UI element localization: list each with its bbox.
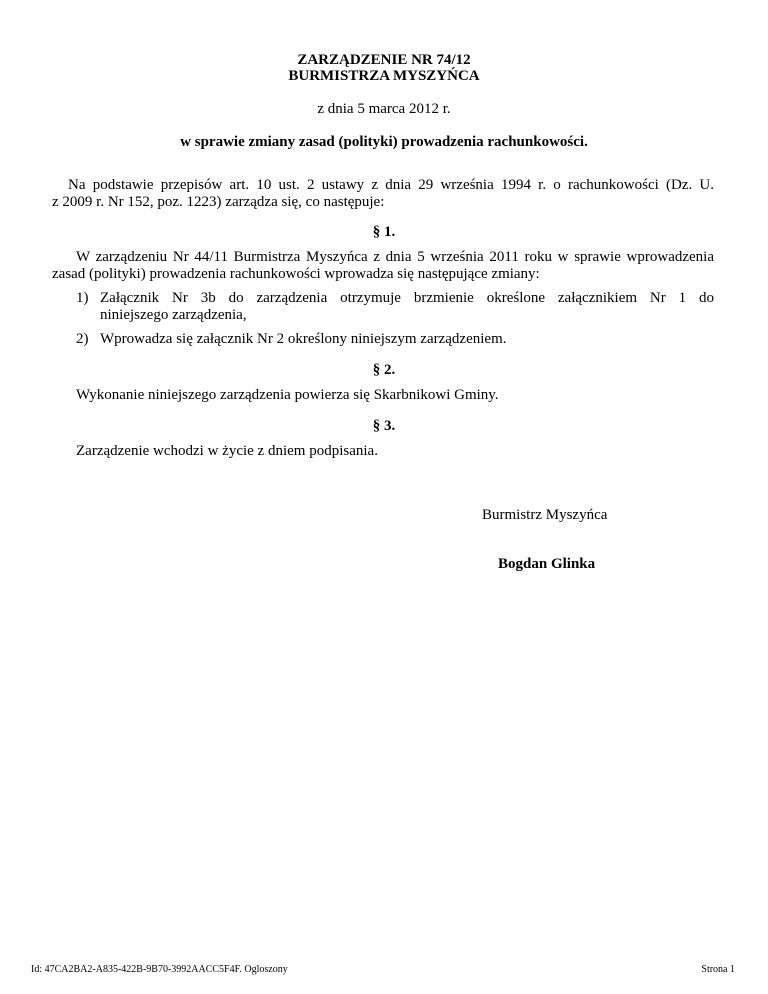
document-subject: w sprawie zmiany zasad (polityki) prowadzenia rachunkowości. — [180, 134, 588, 150]
list-item-1-line-1: Załącznik Nr 3b do zarządzenia otrzymuje brzmienie określone załącznikiem Nr 1 do — [100, 290, 714, 306]
section-3-heading: § 3. — [372, 418, 396, 434]
list-item-1-number: 1) — [76, 290, 89, 306]
footer-document-id: Id: 47CA2BA2-A835-422B-9B70-3992AACC5F4F. Ogloszony — [31, 964, 288, 975]
signature-role: Burmistrz Myszyńca — [482, 507, 608, 523]
intro-line-2: z 2009 r. Nr 152, poz. 1223) zarządza się, co następuje: — [52, 194, 385, 210]
document-date: z dnia 5 marca 2012 r. — [317, 101, 451, 117]
intro-line-1: Na podstawie przepisów art. 10 ust. 2 ustawy z dnia 29 września 1994 r. o rachunkowości (Dz. U. — [68, 177, 714, 193]
list-item-1-line-2: niniejszego zarządzenia, — [100, 307, 247, 323]
signature-name: Bogdan Glinka — [498, 556, 596, 572]
section-1-line-2: zasad (polityki) prowadzenia rachunkowości wprowadza się następujące zmiany: — [52, 266, 540, 282]
section-3-text: Zarządzenie wchodzi w życie z dniem podpisania. — [76, 443, 378, 459]
title-line-2: BURMISTRZA MYSZYŃCA — [288, 68, 480, 84]
section-2-text: Wykonanie niniejszego zarządzenia powierza się Skarbnikowi Gminy. — [76, 387, 499, 403]
footer-page-number: Strona 1 — [701, 964, 735, 975]
section-2-heading: § 2. — [372, 362, 396, 378]
section-1-heading: § 1. — [372, 224, 396, 240]
title-line-1: ZARZĄDZENIE NR 74/12 — [297, 52, 471, 68]
list-item-2-number: 2) — [76, 331, 89, 347]
section-1-line-1: W zarządzeniu Nr 44/11 Burmistrza Myszyńca z dnia 5 września 2011 roku w sprawie wprowadzenia — [76, 249, 714, 265]
list-item-2-text: Wprowadza się załącznik Nr 2 określony niniejszym zarządzeniem. — [100, 331, 507, 347]
